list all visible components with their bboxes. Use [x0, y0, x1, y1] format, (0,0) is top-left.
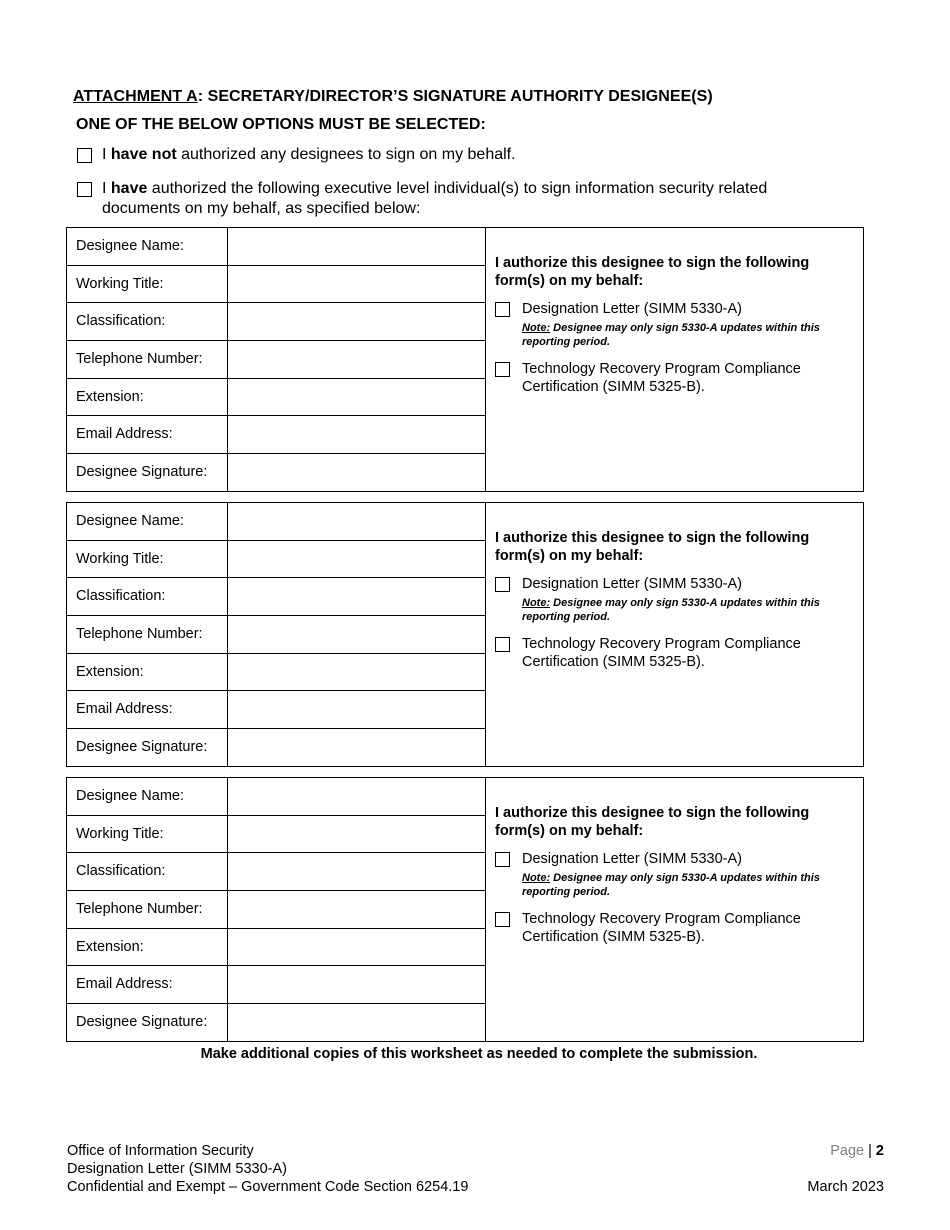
extension-input[interactable] — [228, 654, 485, 691]
email-label: Email Address: — [67, 691, 228, 728]
footer-document: Designation Letter (SIMM 5330-A) — [67, 1161, 288, 1177]
classification-label: Classification: — [67, 578, 228, 615]
option-has-designees-label: I have authorized the following executive level individual(s) to sign information security related documents on my behalf, as specified below: — [102, 180, 768, 217]
option-has-designees[interactable] — [77, 179, 857, 221]
designee-fields — [67, 778, 486, 1041]
designee-name-input[interactable] — [228, 503, 485, 540]
form-5325b-checkbox[interactable] — [495, 637, 510, 652]
form-5330a-note: Note: Designee may only sign 5330-A updates within this reporting period. — [522, 872, 820, 898]
extension-input[interactable] — [228, 379, 485, 416]
email-label: Email Address: — [67, 416, 228, 453]
extension-label: Extension: — [67, 929, 228, 966]
authorization-heading: I authorize this designee to sign the following form(s) on my behalf: — [495, 805, 810, 839]
field-row — [67, 266, 485, 304]
field-row — [67, 816, 485, 854]
authorization-panel — [495, 804, 855, 946]
field-row — [67, 454, 485, 492]
field-row — [67, 303, 485, 341]
working-title-input[interactable] — [228, 816, 485, 853]
title-rest: : SECRETARY/DIRECTOR’S SIGNATURE AUTHORITY DESIGNEE(S) — [197, 88, 713, 105]
field-row — [67, 929, 485, 967]
footer-left — [67, 1142, 468, 1196]
email-input[interactable] — [228, 966, 485, 1003]
signature-label: Designee Signature: — [67, 1004, 228, 1042]
signature-label: Designee Signature: — [67, 729, 228, 767]
classification-input[interactable] — [228, 578, 485, 615]
designee-name-label: Designee Name: — [67, 228, 228, 265]
form-5330a-label: Designation Letter (SIMM 5330-A) — [522, 576, 743, 592]
designee-name-label: Designee Name: — [67, 778, 228, 815]
telephone-input[interactable] — [228, 616, 485, 653]
authorization-panel — [495, 529, 855, 671]
field-row — [67, 228, 485, 266]
signature-input[interactable] — [228, 1004, 485, 1042]
page-number: 2 — [875, 1143, 884, 1159]
field-row — [67, 778, 485, 816]
signature-input[interactable] — [228, 729, 485, 767]
page-indicator: Page | 2 — [830, 1143, 884, 1159]
designee-fields — [67, 503, 486, 766]
telephone-label: Telephone Number: — [67, 891, 228, 928]
option-no-designees-label: I have not authorized any designees to sign on my behalf. — [102, 146, 516, 163]
designee-name-input[interactable] — [228, 778, 485, 815]
form-5330a-note: Note: Designee may only sign 5330-A updates within this reporting period. — [522, 322, 820, 348]
classification-label: Classification: — [67, 853, 228, 890]
extension-input[interactable] — [228, 929, 485, 966]
field-row — [67, 853, 485, 891]
working-title-label: Working Title: — [67, 816, 228, 853]
field-row — [67, 654, 485, 692]
page-title — [73, 88, 713, 106]
field-row — [67, 966, 485, 1004]
form-5325b-checkbox[interactable] — [495, 362, 510, 377]
authorization-panel — [495, 254, 855, 396]
form-5330a-checkbox[interactable] — [495, 577, 510, 592]
field-row — [67, 691, 485, 729]
extension-label: Extension: — [67, 654, 228, 691]
form-5325b-label: Technology Recovery Program Compliance Certification (SIMM 5325-B). — [522, 911, 801, 945]
form-5330a-note: Note: Designee may only sign 5330-A updates within this reporting period. — [522, 597, 820, 623]
email-input[interactable] — [228, 416, 485, 453]
option-has-designees-checkbox[interactable] — [77, 182, 92, 197]
telephone-input[interactable] — [228, 341, 485, 378]
designee-name-label: Designee Name: — [67, 503, 228, 540]
authorization-heading: I authorize this designee to sign the following form(s) on my behalf: — [495, 255, 810, 289]
email-input[interactable] — [228, 691, 485, 728]
title-prefix: ATTACHMENT A — [73, 88, 198, 105]
form-5330a-checkbox[interactable] — [495, 852, 510, 867]
signature-input[interactable] — [228, 454, 485, 492]
footer-confidential: Confidential and Exempt – Government Code Section 6254.19 — [67, 1179, 469, 1195]
working-title-label: Working Title: — [67, 541, 228, 578]
extension-label: Extension: — [67, 379, 228, 416]
authorization-heading: I authorize this designee to sign the following form(s) on my behalf: — [495, 530, 810, 564]
copies-note: Make additional copies of this worksheet as needed to complete the submission. — [200, 1046, 758, 1062]
form-5325b-label: Technology Recovery Program Compliance Certification (SIMM 5325-B). — [522, 361, 801, 395]
designee-block — [66, 227, 864, 492]
form-5325b-checkbox[interactable] — [495, 912, 510, 927]
telephone-label: Telephone Number: — [67, 616, 228, 653]
field-row — [67, 616, 485, 654]
footer-right — [807, 1142, 884, 1196]
form-option-5325b[interactable] — [495, 360, 855, 396]
form-option-5330a[interactable] — [495, 575, 855, 624]
option-no-designees[interactable] — [77, 145, 777, 167]
designee-name-input[interactable] — [228, 228, 485, 265]
field-row — [67, 416, 485, 454]
classification-label: Classification: — [67, 303, 228, 340]
designee-block — [66, 777, 864, 1042]
form-option-5330a[interactable] — [495, 300, 855, 349]
signature-label: Designee Signature: — [67, 454, 228, 492]
form-option-5325b[interactable] — [495, 910, 855, 946]
form-option-5325b[interactable] — [495, 635, 855, 671]
working-title-input[interactable] — [228, 541, 485, 578]
working-title-input[interactable] — [228, 266, 485, 303]
form-5330a-label: Designation Letter (SIMM 5330-A) — [522, 851, 743, 867]
working-title-label: Working Title: — [67, 266, 228, 303]
instruction-text: ONE OF THE BELOW OPTIONS MUST BE SELECTED: — [76, 116, 486, 133]
classification-input[interactable] — [228, 303, 485, 340]
classification-input[interactable] — [228, 853, 485, 890]
field-row — [67, 341, 485, 379]
page-label: Page — [830, 1143, 865, 1159]
field-row — [67, 729, 485, 767]
field-row — [67, 503, 485, 541]
form-5330a-label: Designation Letter (SIMM 5330-A) — [522, 301, 743, 317]
email-label: Email Address: — [67, 966, 228, 1003]
telephone-input[interactable] — [228, 891, 485, 928]
footer-office: Office of Information Security — [67, 1143, 254, 1159]
form-5330a-checkbox[interactable] — [495, 302, 510, 317]
form-5325b-label: Technology Recovery Program Compliance Certification (SIMM 5325-B). — [522, 636, 801, 670]
designee-fields — [67, 228, 486, 491]
option-no-designees-checkbox[interactable] — [77, 148, 92, 163]
designee-block — [66, 502, 864, 767]
field-row — [67, 891, 485, 929]
form-option-5330a[interactable] — [495, 850, 855, 899]
field-row — [67, 379, 485, 417]
footer-date: March 2023 — [807, 1179, 884, 1195]
field-row — [67, 541, 485, 579]
field-row — [67, 1004, 485, 1042]
field-row — [67, 578, 485, 616]
telephone-label: Telephone Number: — [67, 341, 228, 378]
